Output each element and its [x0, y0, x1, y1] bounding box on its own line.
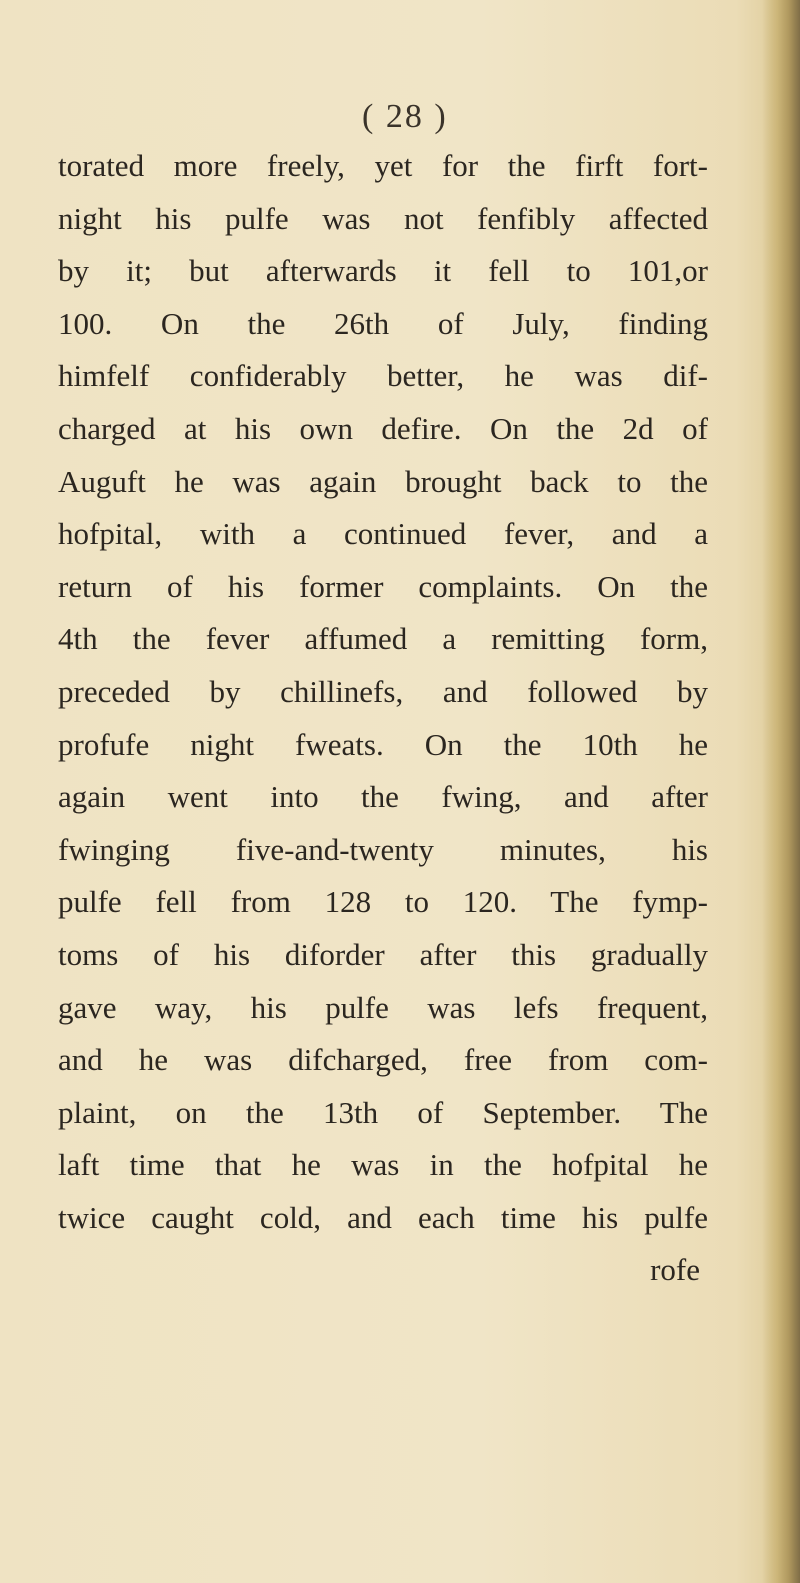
text-line-6: charged at his own defire. On the 2d of [58, 410, 708, 446]
text-line-13: again went into the fwing, and after [58, 779, 708, 815]
text-line-12: profufe night fweats. On the 10th he [58, 726, 708, 762]
text-line-20: laft time that he was in the hofpital he [58, 1147, 708, 1183]
text-line-10: 4th the fever affumed a remitting form, [58, 621, 708, 657]
text-line-17: gave way, his pulfe was lefs frequent, [58, 989, 708, 1025]
text-line-15: pulfe fell from 128 to 120. The fymp- [58, 884, 708, 920]
text-line-8: hofpital, with a continued fever, and a [58, 516, 708, 552]
page-body-text [58, 140, 708, 1297]
catchword: rofe [650, 1252, 700, 1288]
text-line-2: night his pulfe was not fenfibly affected [58, 200, 708, 236]
text-line-1: torated more freely, yet for the firft fort- [58, 148, 708, 183]
text-line-14: fwinging five-and-twenty minutes, his [58, 831, 708, 867]
text-line-16: toms of his diforder after this gradually [58, 936, 708, 972]
page-edge-shadow [762, 0, 800, 1583]
text-line-11: preceded by chillinefs, and followed by [58, 673, 708, 709]
text-line-5: himfelf confiderably better, he was dif- [58, 358, 708, 394]
text-line-21: twice caught cold, and each time his pulfe [58, 1199, 708, 1235]
text-line-19: plaint, on the 13th of September. The [58, 1094, 708, 1130]
page-number: ( 28 ) [362, 98, 448, 135]
text-line-3: by it; but afterwards it fell to 101,or [58, 253, 708, 289]
text-line-18: and he was difcharged, free from com- [58, 1042, 708, 1078]
text-line-9: return of his former complaints. On the [58, 568, 708, 604]
text-line-4: 100. On the 26th of July, finding [58, 305, 708, 341]
text-line-7: Auguft he was again brought back to the [58, 463, 708, 499]
